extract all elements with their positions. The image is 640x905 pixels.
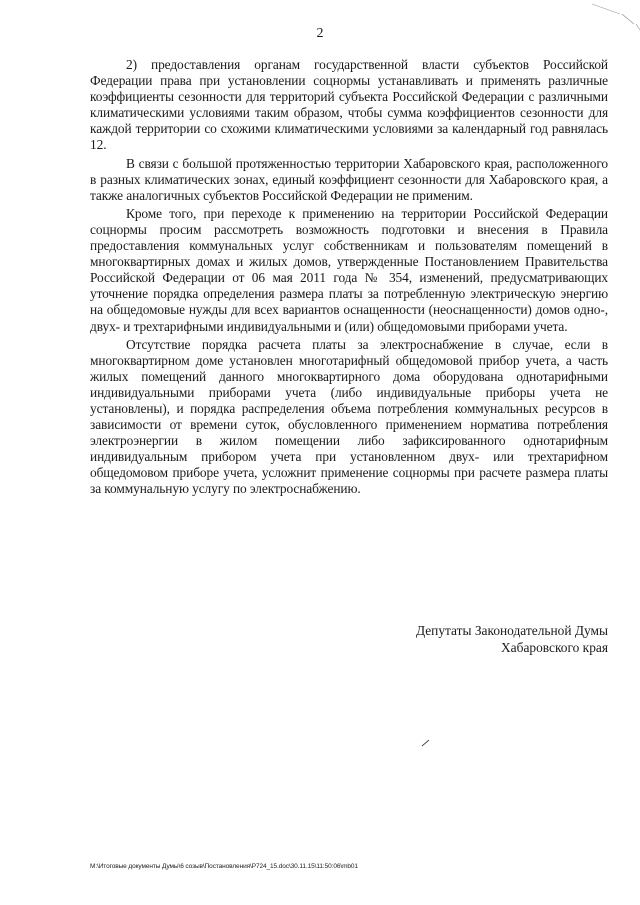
page-number: 2 [316,26,324,41]
paragraph-seasonality-coefficients: 2) предоставления органам государственной власти субъектов Российской Федерации права при установлении соцнормы устанавливать и применять различные коэффициенты сезонности для территорий субъекта Российской Федерации с различными климатическими условиями таким образом, чтобы сумма коэффициентов сезонности для каждой территории со схожими климатическими условиями за календарный год равнялась 12. [90,57,608,153]
paragraph-rules-amendment-request: Кроме того, при переходе к применению на территории Российской Федерации соцнормы просим рассмотреть возможность подготовки и внесения в Правила предоставления коммунальных услуг собственникам и пользователям помещений в многоквартирных домах и жилых домов, утвержденные Постановлением Правительства Российской Федерации от 06 мая 2011 года № 354, изменений, предусматривающих уточнение порядка определения размера платы за потребленную электрическую энергию на общедомовые нужды для всех вариантов оснащенности (неоснащенности) домов одно-, двух- и трехтарифными индивидуальными и (или) общедомовыми приборами учета. [90,205,608,334]
paragraph-khabarovsk-climate: В связи с большой протяженностью территории Хабаровского края, расположенного в разных климатических зонах, единый коэффициент сезонности для Хабаровского края, а также аналогичных субъектов Российской Федерации не применим. [90,155,608,203]
footer-file-path: M:\Итоговые документы Думы\6 созыв\Постановления\P724_15.doc\30.11.15\11:50:06\mb01 [90,863,358,870]
signature-line-deputies: Депутаты Законодательной Думы [415,623,608,638]
signature-line-region: Хабаровского края [501,640,608,655]
signature-block [416,622,608,656]
document-body [90,57,608,500]
paragraph-metering-issue: Отсутствие порядка расчета платы за электроснабжение в случае, если в многоквартирном доме установлен многотарифный общедомовой прибор учета, а часть жилых помещений данного многоквартирного дома оборудована однотарифными индивидуальными приборами учета (либо индивидуальные приборы учета не установлены), и порядка распределения объема потребления коммунальных ресурсов в зависимости от времени суток, обусловленного применением норматива потребления электроэнергии в жилом помещении либо зафиксированного однотарифным индивидуальным прибором учета при установленном двух- или трехтарифном общедомовом приборе учета, усложнит применение соцнормы при расчете размера платы за коммунальную услугу по электроснабжению. [90,336,608,497]
pen-tick-mark [420,737,432,749]
scan-corner-marks [590,0,640,40]
